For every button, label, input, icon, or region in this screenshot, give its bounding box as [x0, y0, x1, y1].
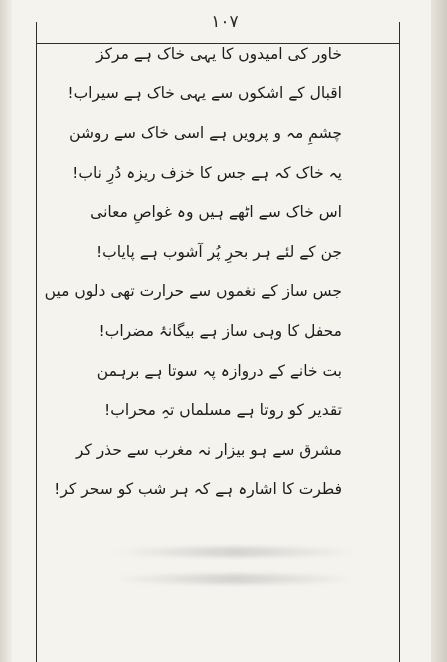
verse-line: تقدیر کو روتا ہے مسلماں تہِ محراب! — [104, 401, 342, 420]
verse-line: اس خاک سے اٹھے ہیں وہ غواصِ معانی — [90, 203, 342, 222]
verse-line: چشمِ مہ و پرویں ہے اسی خاک سے روشن — [69, 123, 342, 142]
verse-line: مشرق سے ہو بیزار نہ مغرب سے حذر کر — [75, 440, 342, 459]
show-through-smudge — [110, 547, 360, 557]
verse-line: جن کے لئے ہر بحرِ پُر آشوب ہے پایاب! — [95, 242, 342, 261]
verse-line: فطرت کا اشارہ ہے کہ ہر شب کو سحر کر! — [54, 480, 342, 499]
frame-left-rule — [36, 22, 37, 662]
poem-text — [44, 34, 342, 509]
verse-line: خاور کی امیدوں کا یہی خاک ہے مرکز — [96, 44, 342, 63]
verse-line: یہ خاک کہ ہے جس کا خزف ریزہ دُرِ ناب! — [72, 163, 342, 182]
page-left-edge — [0, 0, 12, 662]
verse-line: جس ساز کے نغموں سے حرارت تھی دلوں میں — [44, 282, 342, 301]
page-right-edge — [431, 0, 447, 662]
frame-right-rule — [399, 22, 400, 662]
page-number: ۱۰۷ — [211, 12, 239, 32]
verse-line: اقبال کے اشکوں سے یہی خاک ہے سیراب! — [67, 84, 342, 103]
verse-line: بت خانے کے دروازہ پہ سوتا ہے برہمن — [96, 361, 342, 380]
show-through-smudge — [110, 574, 360, 584]
verse-line: محفل کا وہی ساز ہے بیگانۂ مضراب! — [98, 321, 342, 340]
